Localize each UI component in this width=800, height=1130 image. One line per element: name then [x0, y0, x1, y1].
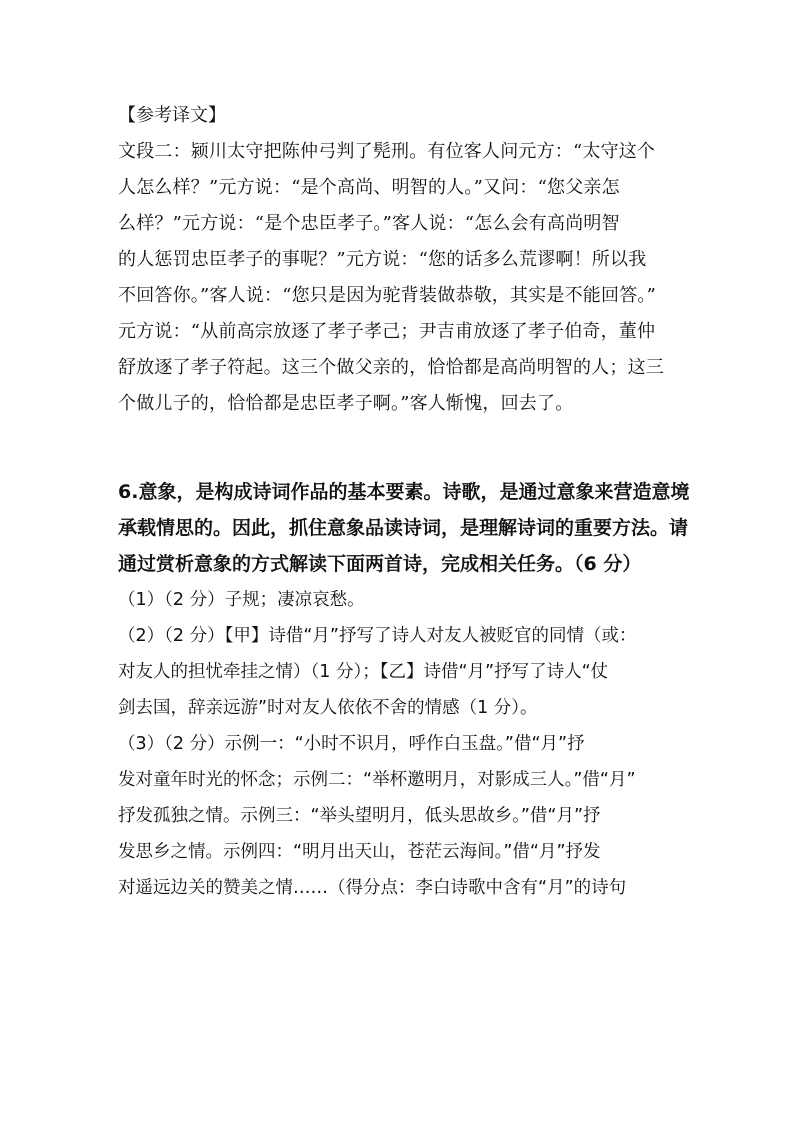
answer-line: 对遥远边关的赞美之情……（得分点：李白诗歌中含有“月”的诗句 [118, 878, 627, 898]
answer-line: 发对童年时光的怀念；示例二：“举杯邀明月，对影成三人。”借“月” [118, 770, 636, 790]
translation-paragraph [118, 134, 688, 422]
question-line: 6.意象，是构成诗词作品的基本要素。诗歌，是通过意象来营造意境 [118, 481, 690, 503]
question-line: 通过赏析意象的方式解读下面两首诗，完成相关任务。（6 分） [118, 553, 642, 575]
answer-block [118, 582, 688, 906]
document-page [118, 98, 688, 906]
translation-line: 么样？”元方说：“是个忠臣孝子。”客人说：“怎么会有高尚明智 [118, 213, 620, 234]
answer-line: 对友人的担忧牵挂之情）（1 分）；【乙】诗借“月”抒写了诗人“仗 [118, 662, 609, 682]
translation-line: 元方说：“从前高宗放逐了孝子孝己；尹吉甫放逐了孝子伯奇，董仲 [118, 321, 656, 342]
question-6-prompt [118, 474, 688, 582]
translation-heading: 【参考译文】 [118, 105, 226, 126]
answer-line: 发思乡之情。示例四：“明月出天山，苍茫云海间。”借“月”抒发 [118, 842, 601, 862]
answer-line: 抒发孤独之情。示例三：“举头望明月，低头思故乡。”借“月”抒 [118, 806, 601, 826]
answer-line: 剑去国，辞亲远游”时对友人依依不舍的情感（1 分）。 [118, 698, 538, 718]
answer-line: （3）（2 分）示例一：“小时不识月，呼作白玉盘。”借“月”抒 [118, 734, 585, 754]
translation-line: 不回答你。”客人说：“您只是因为驼背装做恭敬，其实是不能回答。” [118, 285, 657, 306]
translation-line: 文段二：颍川太守把陈仲弓判了髡刑。有位客人问元方：“太守这个 [118, 141, 656, 162]
translation-line: 舒放逐了孝子符起。这三个做父亲的，恰恰都是高尚明智的人；这三 [118, 357, 664, 378]
question-line: 承载情思的。因此，抓住意象品读诗词，是理解诗词的重要方法。请 [118, 517, 689, 539]
answer-line: （2）（2 分）【甲】诗借“月”抒写了诗人对友人被贬官的同情（或： [118, 626, 637, 646]
translation-line: 个做儿子的，恰恰都是忠臣孝子啊。”客人惭愧，回去了。 [118, 393, 574, 414]
section-spacer [118, 422, 688, 474]
translation-line: 的人惩罚忠臣孝子的事呢？”元方说：“您的话多么荒谬啊！所以我 [118, 249, 647, 270]
translation-line: 人怎么样？”元方说：“是个高尚、明智的人。”又问：“您父亲怎 [118, 177, 620, 198]
answer-line: （1）（2 分）子规；凄凉哀愁。 [118, 590, 365, 610]
